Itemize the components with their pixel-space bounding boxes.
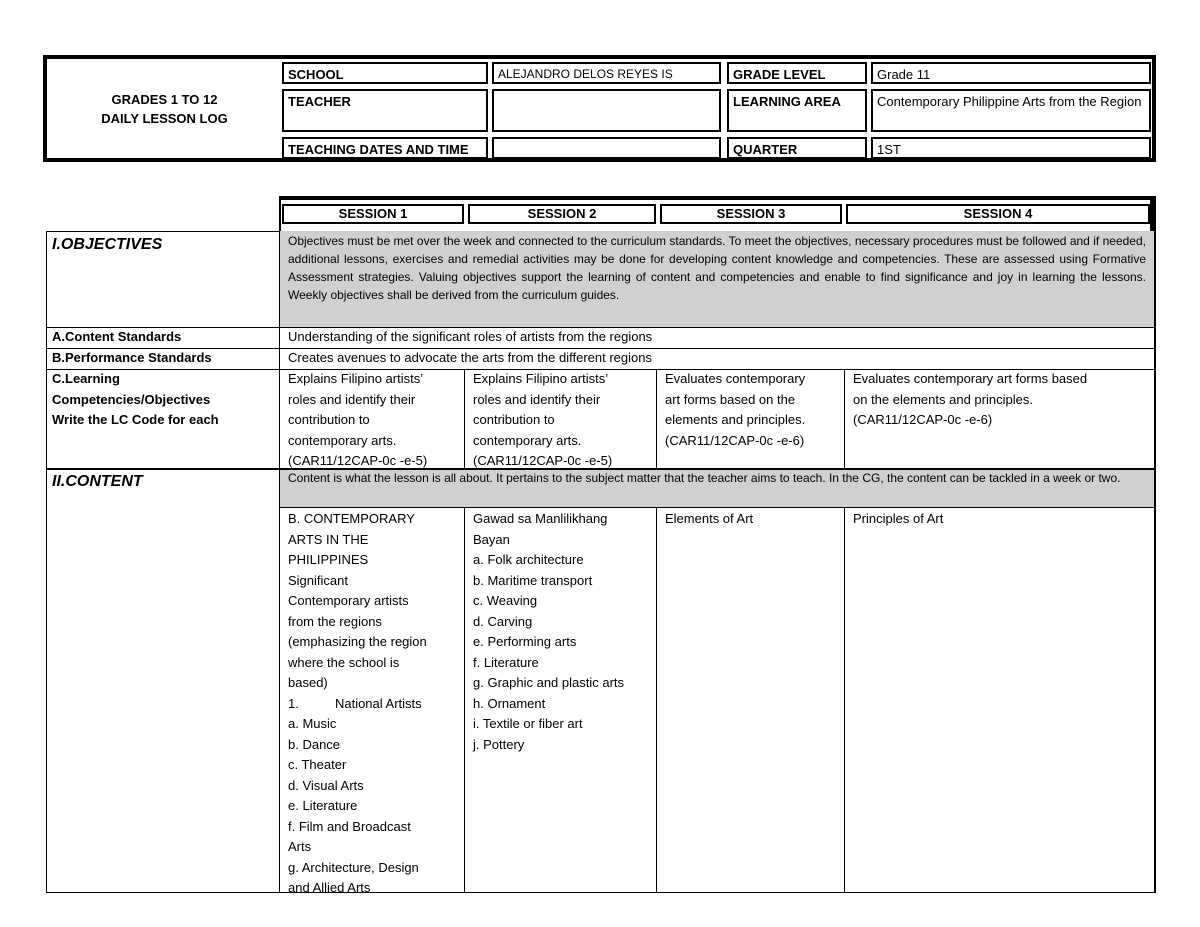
grade-level-label: GRADE LEVEL xyxy=(727,62,867,84)
learning-competencies-label: C.Learning Competencies/Objectives Write the LC Code for each xyxy=(52,371,219,427)
performance-standards-text: Creates avenues to advocate the arts from the different regions xyxy=(288,350,652,365)
document-title xyxy=(47,59,282,158)
content-session-3: Elements of Art xyxy=(665,511,754,526)
session-2-header: SESSION 2 xyxy=(468,204,656,224)
content-standards-text: Understanding of the significant roles of artists from the regions xyxy=(288,329,653,344)
objectives-text: Objectives must be met over the week and connected to the curriculum standards. To meet the objectives, necessary procedures must be followed and if needed, additional lessons, exercises and remedial activities may be done for developing content knowledge and competencies. These are assessed using Formative Assessment strategies. Valuing objectives support the learning of content and competencies and enable to find significance and joy in learning the lessons. Weekly objectives shall be derived from the curriculum guides. xyxy=(280,231,1154,327)
competency-session-2: Explains Filipino artists’ roles and identify their contribution to contemporary arts. (CAR11/12CAP-0c -e-5) xyxy=(473,371,613,468)
objectives-heading: I.OBJECTIVES xyxy=(52,236,163,253)
learning-area-label: LEARNING AREA xyxy=(727,89,867,132)
quarter-value: 1ST xyxy=(871,137,1151,159)
teacher-value xyxy=(492,89,721,132)
content-standards-label: A.Content Standards xyxy=(52,329,182,344)
learning-area-value: Contemporary Philippine Arts from the Region xyxy=(871,89,1151,132)
competency-session-4: Evaluates contemporary art forms based on the elements and principles. (CAR11/12CAP-0c -e-6) xyxy=(853,371,1088,427)
content-session-4: Principles of Art xyxy=(853,511,944,526)
grade-level-value: Grade 11 xyxy=(871,62,1151,84)
teacher-label: TEACHER xyxy=(282,89,488,132)
session-3-header: SESSION 3 xyxy=(660,204,842,224)
content-session-1: B. CONTEMPORARY ARTS IN THE PHILIPPINES Significant Contemporary artists from the regions (emphasizing the region where the school is based) 1. National Artists a. Music b. Dance c. Theater d. Visual Arts e. Literature f. Film and Broadcast Arts g. Architecture, Design and Allied Arts xyxy=(288,511,427,895)
content-session-2: Gawad sa Manlilikhang Bayan a. Folk architecture b. Maritime transport c. Weaving d. Carving e. Performing arts f. Literature g. Graphic and plastic arts h. Ornament i. Textile or fiber art j. Pottery xyxy=(473,511,625,752)
content-note: Content is what the lesson is all about. It pertains to the subject matter that the teacher aims to teach. In the CG, the content can be tackled in a week or two. xyxy=(280,470,1154,507)
dates-label: TEACHING DATES AND TIME xyxy=(282,137,488,159)
session-header-row xyxy=(46,196,1156,231)
session-1-header: SESSION 1 xyxy=(282,204,464,224)
header-table xyxy=(43,55,1156,162)
quarter-label: QUARTER xyxy=(727,137,867,159)
school-label: SCHOOL xyxy=(282,62,488,84)
performance-standards-label: B.Performance Standards xyxy=(52,350,212,365)
title-line-2: DAILY LESSON LOG xyxy=(101,110,228,126)
title-line-1: GRADES 1 TO 12 xyxy=(111,91,218,107)
dates-value xyxy=(492,137,721,159)
competency-session-1: Explains Filipino artists’ roles and identify their contribution to contemporary arts. (CAR11/12CAP-0c -e-5) xyxy=(288,371,428,468)
competency-session-3: Evaluates contemporary art forms based on the elements and principles. (CAR11/12CAP-0c -e-6) xyxy=(665,371,806,448)
school-value: ALEJANDRO DELOS REYES IS xyxy=(492,62,721,84)
session-4-header: SESSION 4 xyxy=(846,204,1150,224)
content-heading: II.CONTENT xyxy=(52,473,143,490)
